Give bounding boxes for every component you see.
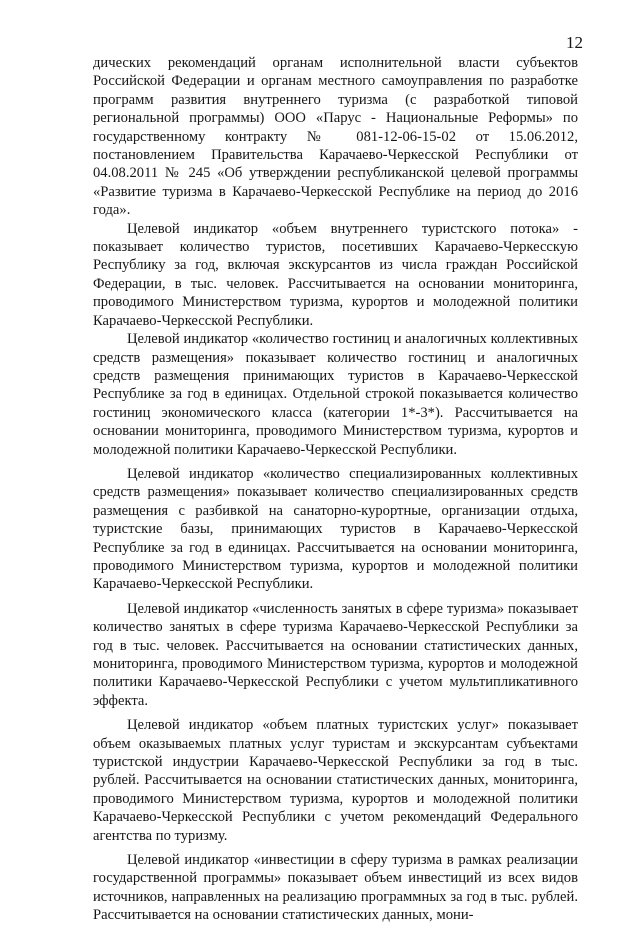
paragraph-specialized-accommodation-indicator: Целевой индикатор «количество специализированных коллективных средств размещения» показывает количество специализированных средств размещения с разбивкой на санаторно-курортные, организации отдыха, туристские базы, принимающих туристов в Карачаево-Черкесской Республике за год в единицах. Рассчитывается на основании мониторинга, проводимого Министерством туризма, курортов и молодежной политики Карачаево-Черкесской Республики. [93, 465, 578, 593]
paragraph-hotels-indicator: Целевой индикатор «количество гостиниц и аналогичных коллективных средств размещения» показывает количество гостиниц и аналогичных средств размещения принимающих туристов в Карачаево-Черкесской Республике за год в единицах. Отдельной строкой показывается количество гостиниц экономического класса (категории 1*-3*). Рассчитывается на основании мониторинга, проводимого Министерством туризма, курортов и молодежной политики Карачаево-Черкесской Республики. [93, 331, 578, 458]
paragraph-paid-services-indicator: Целевой индикатор «объем платных туристских услуг» показывает объем оказываемых платных услуг туристам и экскурсантам субъектами туристской индустрии Карачаево-Черкесской Республики за год в тыс. рублей. Рассчитывается на основании статистических данных, мониторинга, проводимого Министерством туризма, курортов и молодежной политики Карачаево-Черкесской Республики с учетом рекомендаций Федерального агентства по туризму. [93, 717, 578, 844]
page-number: 12 [566, 33, 583, 52]
document-body [93, 54, 578, 925]
paragraph-employment-indicator: Целевой индикатор «численность занятых в сфере туризма» показывает количество занятых в сфере туризма Карачаево-Черкесской Республики за год в тыс. человек. Рассчитывается на основании статистических данных, мониторинга, проводимого Министерством туризма, курортов и молодежной политики Карачаево-Черкесской Республики с учетом мультипликативного эффекта. [93, 600, 578, 709]
paragraph-continuation: дических рекомендаций органам исполнительной власти субъектов Российской Федерации и органам местного самоуправления по разработке программ развития внутреннего туризма (с разработкой типовой региональной программы) ООО «Парус - Национальные Реформы» по государственному контракту № 081-12-06-15-02 от 15.06.2012, постановлением Правительства Карачаево-Черкесской Республики от 04.08.2011 № 245 «Об утверждении республиканской целевой программы «Развитие туризма в Карачаево-Черкесской Республике на период до 2016 года». [93, 55, 578, 219]
paragraph-investment-indicator: Целевой индикатор «инвестиции в сферу туризма в рамках реализации государственной программы» показывает объем инвестиций из всех видов источников, направленных на реализацию программных за год в тыс. рублей. Рассчитывается на основании статистических данных, мони- [93, 852, 578, 924]
paragraph-tourist-flow-indicator: Целевой индикатор «объем внутреннего туристского потока» - показывает количество туристов, посетивших Карачаево-Черкесскую Республику за год, включая экскурсантов из числа граждан Российской Федерации, в тыс. человек. Рассчитывается на основании мониторинга, проводимого Министерством туризма, курортов и молодежной политики Карачаево-Черкесской Республики. [93, 220, 578, 329]
